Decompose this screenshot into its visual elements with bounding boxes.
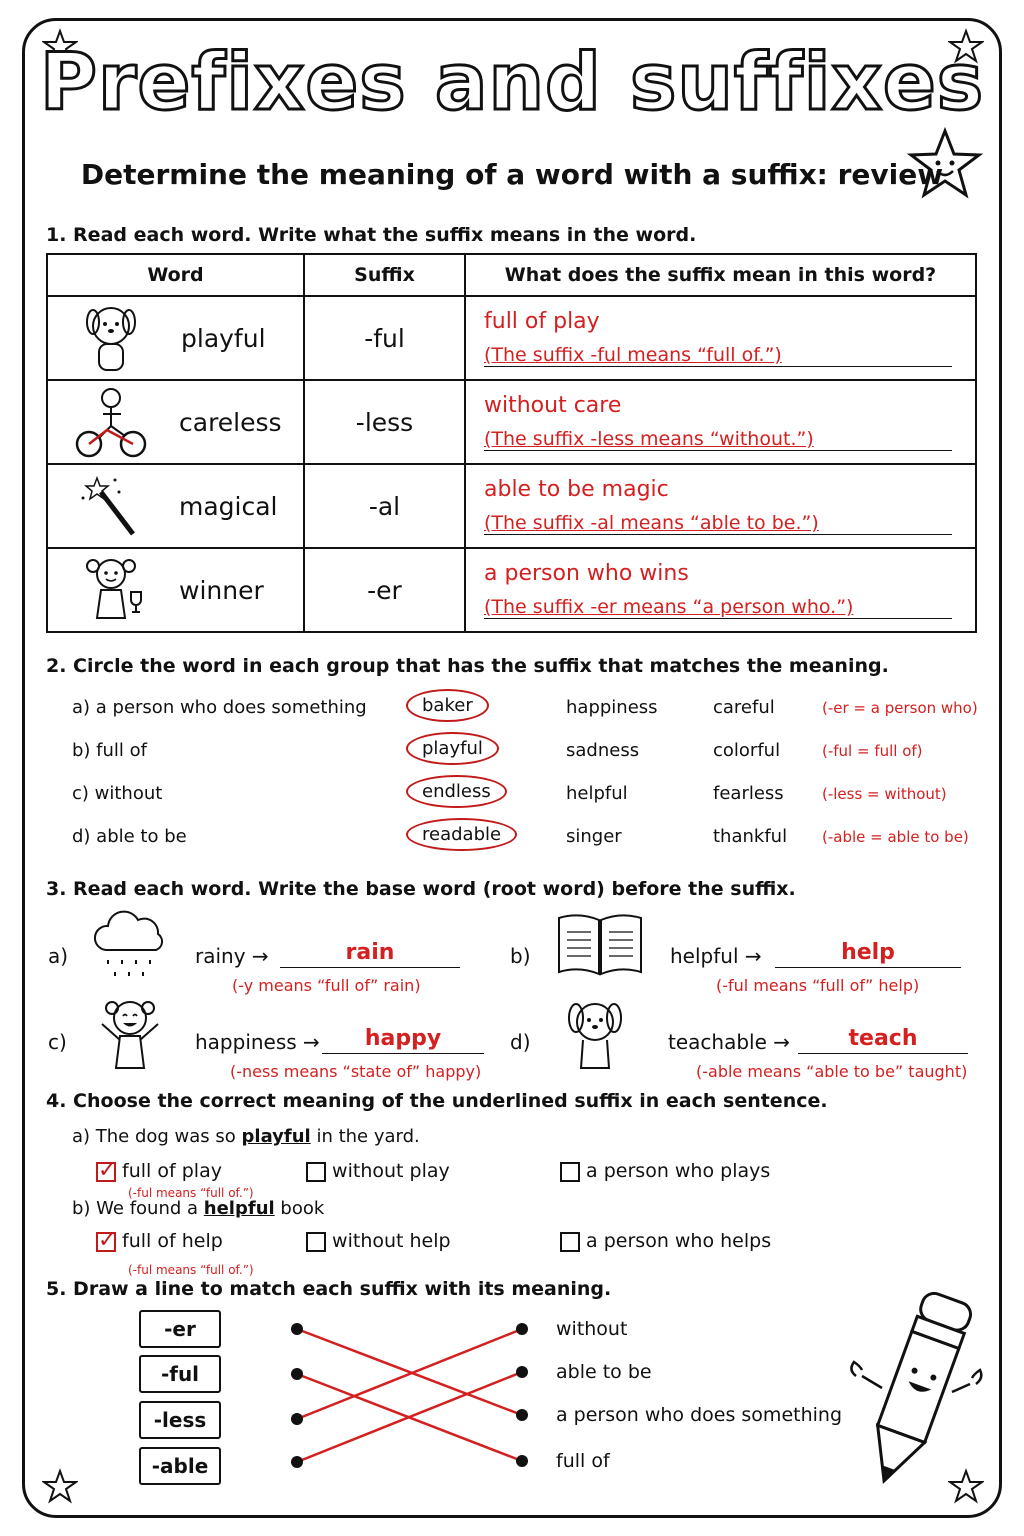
circled-word[interactable]: baker <box>406 689 489 722</box>
table-suffix: -ful <box>304 296 465 380</box>
meaning-label: a person who does something <box>556 1404 843 1426</box>
suffix-box[interactable]: -ful <box>139 1355 221 1393</box>
page-subtitle: Determine the meaning of a word with a suffix: review <box>80 158 944 191</box>
match-dot-left[interactable] <box>291 1323 303 1335</box>
item-letter: c) <box>48 1030 67 1054</box>
match-dot-right[interactable] <box>516 1409 528 1421</box>
answer-note: (-y means “full of” rain) <box>232 976 421 995</box>
base-word-answer: rain <box>345 940 395 965</box>
option-word[interactable]: colorful <box>713 740 781 761</box>
sentence-text: in the yard. <box>310 1126 420 1147</box>
match-dot-right[interactable] <box>516 1323 528 1335</box>
sentence-text: a) The dog was so <box>72 1126 242 1147</box>
table-word: careless <box>179 407 282 437</box>
col-header-suffix: Suffix <box>304 254 465 296</box>
circle-prompt: c) without <box>72 783 163 804</box>
meaning-label: full of <box>556 1450 610 1472</box>
col-header-word: Word <box>47 254 304 296</box>
section2-instruction: 2. Circle the word in each group that has the suffix that matches the meaning. <box>46 655 889 677</box>
sentence-text: b) We found a <box>72 1198 204 1219</box>
option-word[interactable]: sadness <box>566 740 640 761</box>
base-word-answer: teach <box>848 1026 918 1051</box>
table-word: winner <box>179 575 264 605</box>
answer-explanation: (The suffix -er means “a person who.”) <box>484 596 952 619</box>
section4-instruction: 4. Choose the correct meaning of the underlined suffix in each sentence. <box>46 1090 828 1112</box>
match-dot-left[interactable] <box>291 1456 303 1468</box>
table-suffix: -er <box>304 548 465 632</box>
col-header-meaning: What does the suffix mean in this word? <box>465 254 976 296</box>
circle-prompt: b) full of <box>72 740 147 761</box>
answer-explanation: (The suffix -al means “able to be.”) <box>484 512 952 535</box>
option-label: full of play <box>122 1160 222 1182</box>
page-title: Prefixes and suffixes <box>39 38 985 128</box>
circled-word[interactable]: readable <box>406 818 517 851</box>
base-word-prompt: teachable → <box>668 1030 791 1054</box>
answer-explanation: (The suffix -less means “without.”) <box>484 428 952 451</box>
answer-text: without care <box>484 393 622 418</box>
base-word-prompt: happiness → <box>195 1030 320 1054</box>
table-suffix: -al <box>304 464 465 548</box>
suffix-box[interactable]: -able <box>139 1447 221 1485</box>
option-word[interactable]: thankful <box>713 826 788 847</box>
option-word[interactable]: careful <box>713 697 775 718</box>
option-label: a person who plays <box>586 1160 771 1182</box>
option-label: without help <box>332 1230 451 1252</box>
circle-prompt: a) a person who does something <box>72 697 367 718</box>
option-word[interactable]: fearless <box>713 783 784 804</box>
smiling-pencil-icon <box>840 1280 990 1500</box>
meaning-label: without <box>556 1318 628 1340</box>
circle-prompt: d) able to be <box>72 826 187 847</box>
item-letter: d) <box>510 1030 531 1054</box>
base-word-prompt: rainy → <box>195 944 269 968</box>
section1-instruction: 1. Read each word. Write what the suffix means in the word. <box>46 224 697 246</box>
sentence-text: book <box>274 1198 325 1219</box>
option-label: without play <box>332 1160 450 1182</box>
option-word[interactable]: singer <box>566 826 622 847</box>
answer-text: a person who wins <box>484 561 689 586</box>
answer-note: (-er = a person who) <box>822 699 978 717</box>
item-letter: b) <box>510 944 531 968</box>
answer-text: full of play <box>484 309 600 334</box>
answer-note: (-able = able to be) <box>822 828 969 846</box>
suffix-box[interactable]: -er <box>139 1310 221 1348</box>
answer-note: (-ful means “full of” help) <box>716 976 920 995</box>
section3-instruction: 3. Read each word. Write the base word (root word) before the suffix. <box>46 878 796 900</box>
match-dot-right[interactable] <box>516 1366 528 1378</box>
table-suffix: -less <box>304 380 465 464</box>
item-letter: a) <box>48 944 69 968</box>
option-label: a person who helps <box>586 1230 772 1252</box>
base-word-answer: happy <box>364 1026 442 1051</box>
answer-note: (-ness means “state of” happy) <box>230 1062 482 1081</box>
match-dot-left[interactable] <box>291 1413 303 1425</box>
option-label: full of help <box>122 1230 223 1252</box>
match-dot-left[interactable] <box>291 1368 303 1380</box>
underlined-word: helpful <box>203 1198 275 1219</box>
table-word: playful <box>181 323 266 353</box>
answer-note: (-less = without) <box>822 785 947 803</box>
answer-note: (-able means “able to be” taught) <box>696 1062 968 1081</box>
suffix-box[interactable]: -less <box>139 1401 221 1439</box>
base-word-answer: help <box>841 940 895 965</box>
option-word[interactable]: helpful <box>566 783 628 804</box>
option-word[interactable]: happiness <box>566 697 658 718</box>
answer-explanation: (The suffix -ful means “full of.”) <box>484 344 952 367</box>
table-word: magical <box>179 491 278 521</box>
answer-note: (-ful = full of) <box>822 742 923 760</box>
answer-text: able to be magic <box>484 477 669 502</box>
meaning-label: able to be <box>556 1361 652 1383</box>
answer-note: (-ful means “full of.”) <box>128 1263 254 1277</box>
section5-instruction: 5. Draw a line to match each suffix with its meaning. <box>46 1278 612 1300</box>
underlined-word: playful <box>241 1126 311 1147</box>
base-word-prompt: helpful → <box>670 944 762 968</box>
match-dot-right[interactable] <box>516 1455 528 1467</box>
circled-word[interactable]: playful <box>406 732 499 765</box>
answer-note: (-ful means “full of.”) <box>128 1186 254 1200</box>
circled-word[interactable]: endless <box>406 775 507 808</box>
